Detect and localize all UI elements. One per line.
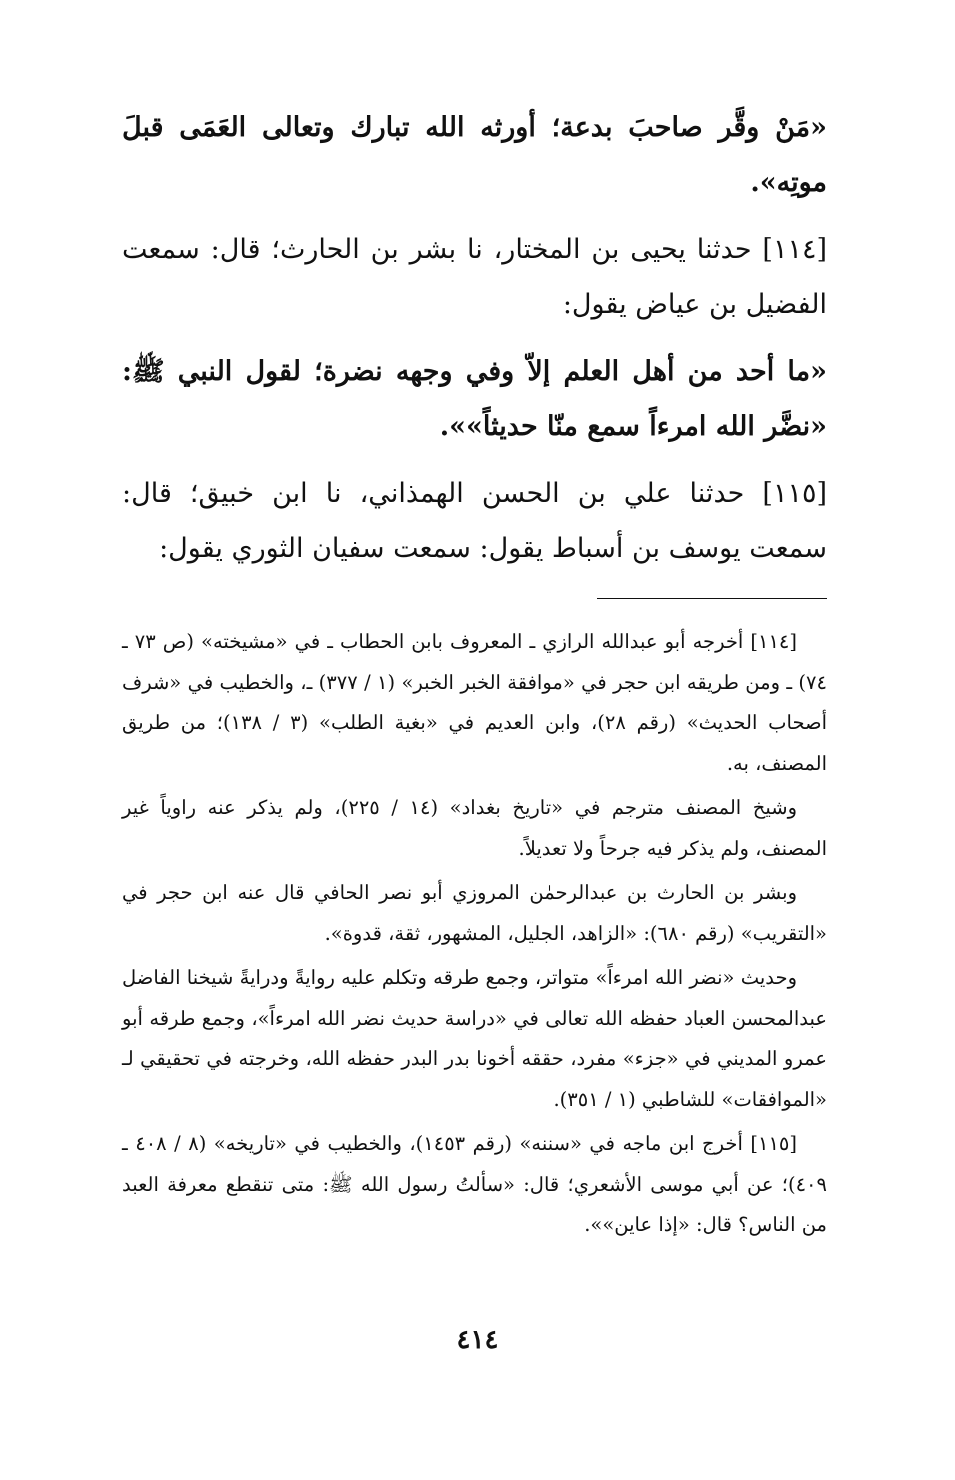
footnote-115: [١١٥] أخرج ابن ماجه في «سننه» (رقم ١٤٥٣)، والخطيب في «تاريخه» (٨ / ٤٠٨ ـ ٤٠٩)؛ عن أبي موسى الأشعري؛ قال: «سألتُ رسول الله ﷺ: متى تنقطع معرفة العبد من الناس؟ قال: «إذا عاين»». <box>122 1132 827 1236</box>
footnote-114: [١١٤] أخرجه أبو عبدالله الرازي ـ المعروف بابن الحطاب ـ في «مشيخته» (ص ٧٣ ـ ٧٤) ـ ومن طريقه ابن حجر في «موافقة الخبر الخبر» (١ / ٣٧٧) ـ، والخطيب في «شرف أصحاب الحديث» (رقم ٢٨)، وابن العديم في «بغية الطلب» (٣ / ١٣٨)؛ من طريق المصنف، به. <box>122 630 828 775</box>
footnotes <box>122 622 827 1250</box>
footnote-paragraph: وشيخ المصنف مترجم في «تاريخ بغداد» (١٤ / ٢٢٥)، ولم يذكر عنه راوياً غير المصنف، ولم يذكر فيه جرحاً ولا تعديلاً. <box>122 796 827 860</box>
page-number: ٤١٤ <box>456 1325 499 1355</box>
footnote-separator <box>597 598 827 599</box>
quote-paragraph: «ما أحد من أهل العلم إلاّ وفي وجهه نضرة؛ لقول النبي ﷺ: «نضَّر الله امرءاً سمع منّا حديثاً»». <box>122 356 827 442</box>
footnote-paragraph: وحديث «نضر الله امرءاً» متواتر، وجمع طرقه وتكلم عليه روايةً ودرايةً شيخنا الفاضل عبدالمحسن العباد حفظه الله تعالى في «دراسة حديث نضر الله امرءاً»، وجمع طرقه أبو عمرو المديني في «جزء» مفرد، حققه أخونا بدر البدر حفظه الله، وخرجته في تحقيقي لـ «الموافقات» للشاطبي (١ / ٣٥١). <box>122 966 827 1111</box>
quote-paragraph: «مَنْ وقَّر صاحبَ بدعة؛ أورثه الله تبارك وتعالى العَمَى قبلَ موتِه». <box>122 112 827 198</box>
main-text <box>122 100 827 588</box>
footnote-paragraph: وبشر بن الحارث بن عبدالرحمٰن المروزي أبو نصر الحافي قال عنه ابن حجر في «التقريب» (رقم ٦٨٠): «الزاهد، الجليل، المشهور، ثقة، قدوة». <box>122 881 827 945</box>
narration-paragraph-115: [١١٥] حدثنا علي بن الحسن الهمذاني، نا ابن خبيق؛ قال: سمعت يوسف بن أسباط يقول: سمعت سفيان الثوري يقول: <box>122 478 827 564</box>
narration-paragraph-114: [١١٤] حدثنا يحيى بن المختار، نا بشر بن الحارث؛ قال: سمعت الفضيل بن عياض يقول: <box>122 234 827 320</box>
